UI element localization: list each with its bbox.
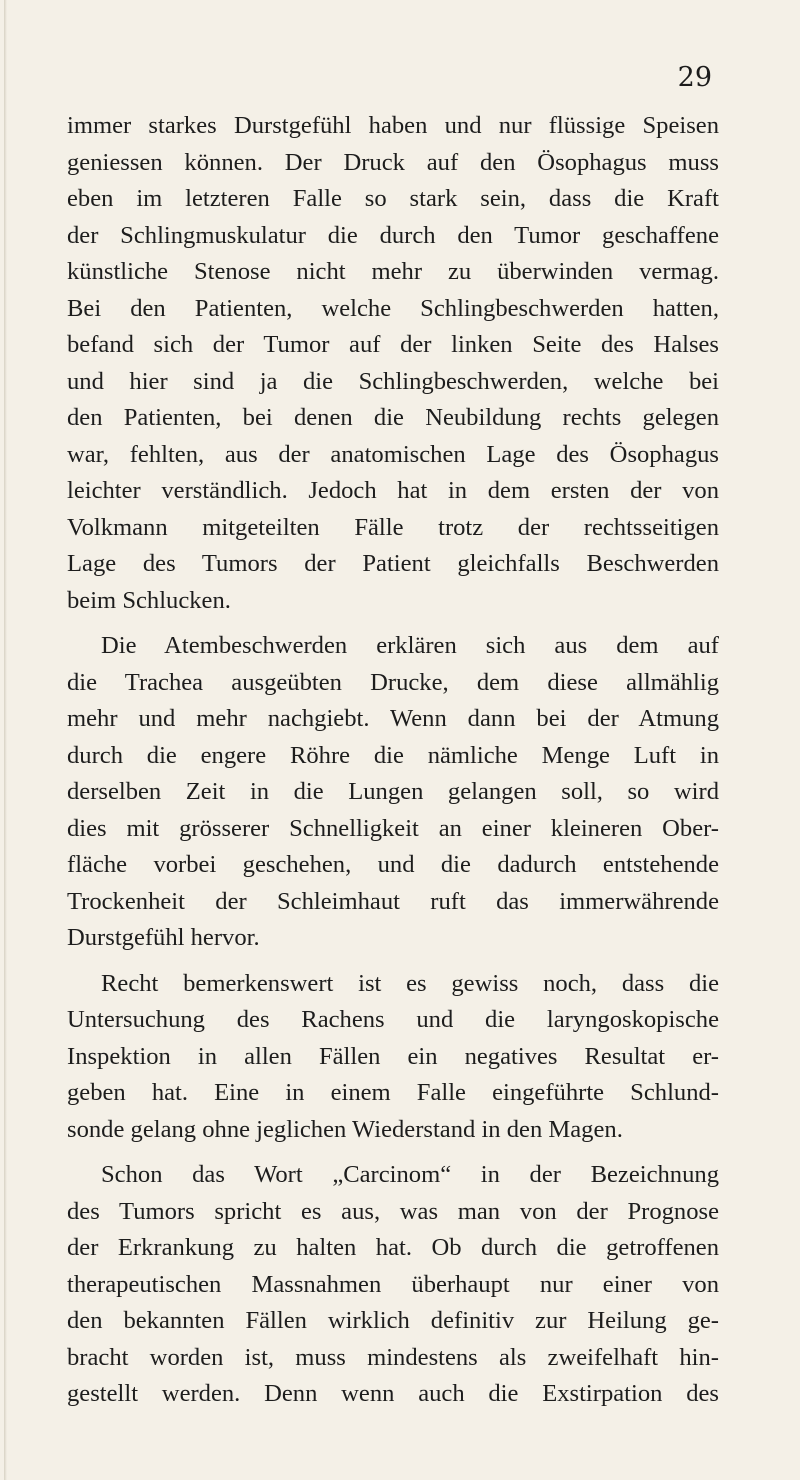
text-line: den bekannten Fällen wirklich definitiv zur Heilung ge- [67, 1307, 719, 1334]
text-line: immer starkes Durstgefühl haben und nur flüssige Speisen [67, 112, 719, 139]
text-line: dies mit grösserer Schnelligkeit an einer kleineren Ober- [67, 814, 719, 842]
text-line: befand sich der Tumor auf der linken Seite des Halses [67, 331, 719, 358]
text-line: sonde gelang ohne jeglichen Wiederstand in den Magen. [67, 1115, 623, 1143]
paragraph-4 [67, 1157, 719, 1413]
text-line: beim Schlucken. [67, 586, 231, 614]
text-line: Trockenheit der Schleimhaut ruft das immerwährende [67, 887, 719, 915]
text-line: war, fehlten, aus der anatomischen Lage des Ösophagus [67, 440, 719, 468]
text-line: Recht bemerkenswert ist es gewiss noch, dass die [101, 969, 719, 997]
text-line: und hier sind ja die Schlingbeschwerden, welche bei [67, 367, 719, 395]
text-line: Untersuchung des Rachens und die laryngoskopische [67, 1006, 719, 1033]
text-line: eben im letzteren Falle so stark sein, dass die Kraft [67, 185, 719, 212]
text-line: geben hat. Eine in einem Falle eingeführte Schlund- [67, 1079, 719, 1106]
text-line: Volkmann mitgeteilten Fälle trotz der rechtsseitigen [67, 513, 719, 541]
text-line: leichter verständlich. Jedoch hat in dem ersten der von [67, 477, 719, 504]
page-number: 29 [677, 62, 712, 93]
text-line: gestellt werden. Denn wenn auch die Exstirpation des [67, 1380, 719, 1407]
text-line: therapeutischen Massnahmen überhaupt nur einer von [67, 1270, 719, 1298]
text-line: fläche vorbei geschehen, und die dadurch entstehende [67, 851, 719, 878]
page-edge-shadow [4, 0, 7, 1480]
text-line: Bei den Patienten, welche Schlingbeschwerden hatten, [67, 294, 719, 322]
text-line: geniessen können. Der Druck auf den Ösophagus muss [67, 148, 719, 176]
text-line: Lage des Tumors der Patient gleichfalls Beschwerden [67, 550, 719, 577]
text-line: Schon das Wort „Carcinom“ in der Bezeichnung [101, 1161, 719, 1188]
body-text [67, 108, 719, 1413]
text-line: der Erkrankung zu halten hat. Ob durch die getroffenen [67, 1234, 719, 1261]
text-line: Inspektion in allen Fällen ein negatives Resultat er- [67, 1042, 719, 1070]
text-line: künstliche Stenose nicht mehr zu überwinden vermag. [67, 258, 719, 285]
text-line: Die Atembeschwerden erklären sich aus dem auf [101, 632, 719, 659]
text-line: die Trachea ausgeübten Drucke, dem diese allmählig [67, 668, 719, 696]
paragraph-3 [67, 966, 719, 1149]
text-line: durch die engere Röhre die nämliche Menge Luft in [67, 741, 719, 769]
text-line: der Schlingmuskulatur die durch den Tumor geschaffene [67, 221, 719, 249]
text-line: den Patienten, bei denen die Neubildung rechts gelegen [67, 404, 719, 431]
text-line: des Tumors spricht es aus, was man von der Prognose [67, 1197, 719, 1225]
paragraph-1 [67, 108, 719, 619]
text-line: derselben Zeit in die Lungen gelangen soll, so wird [67, 778, 719, 805]
text-line: Durstgefühl hervor. [67, 924, 260, 951]
paragraph-2 [67, 628, 719, 957]
text-line: mehr und mehr nachgiebt. Wenn dann bei der Atmung [67, 705, 719, 732]
text-line: bracht worden ist, muss mindestens als zweifelhaft hin- [67, 1343, 719, 1371]
